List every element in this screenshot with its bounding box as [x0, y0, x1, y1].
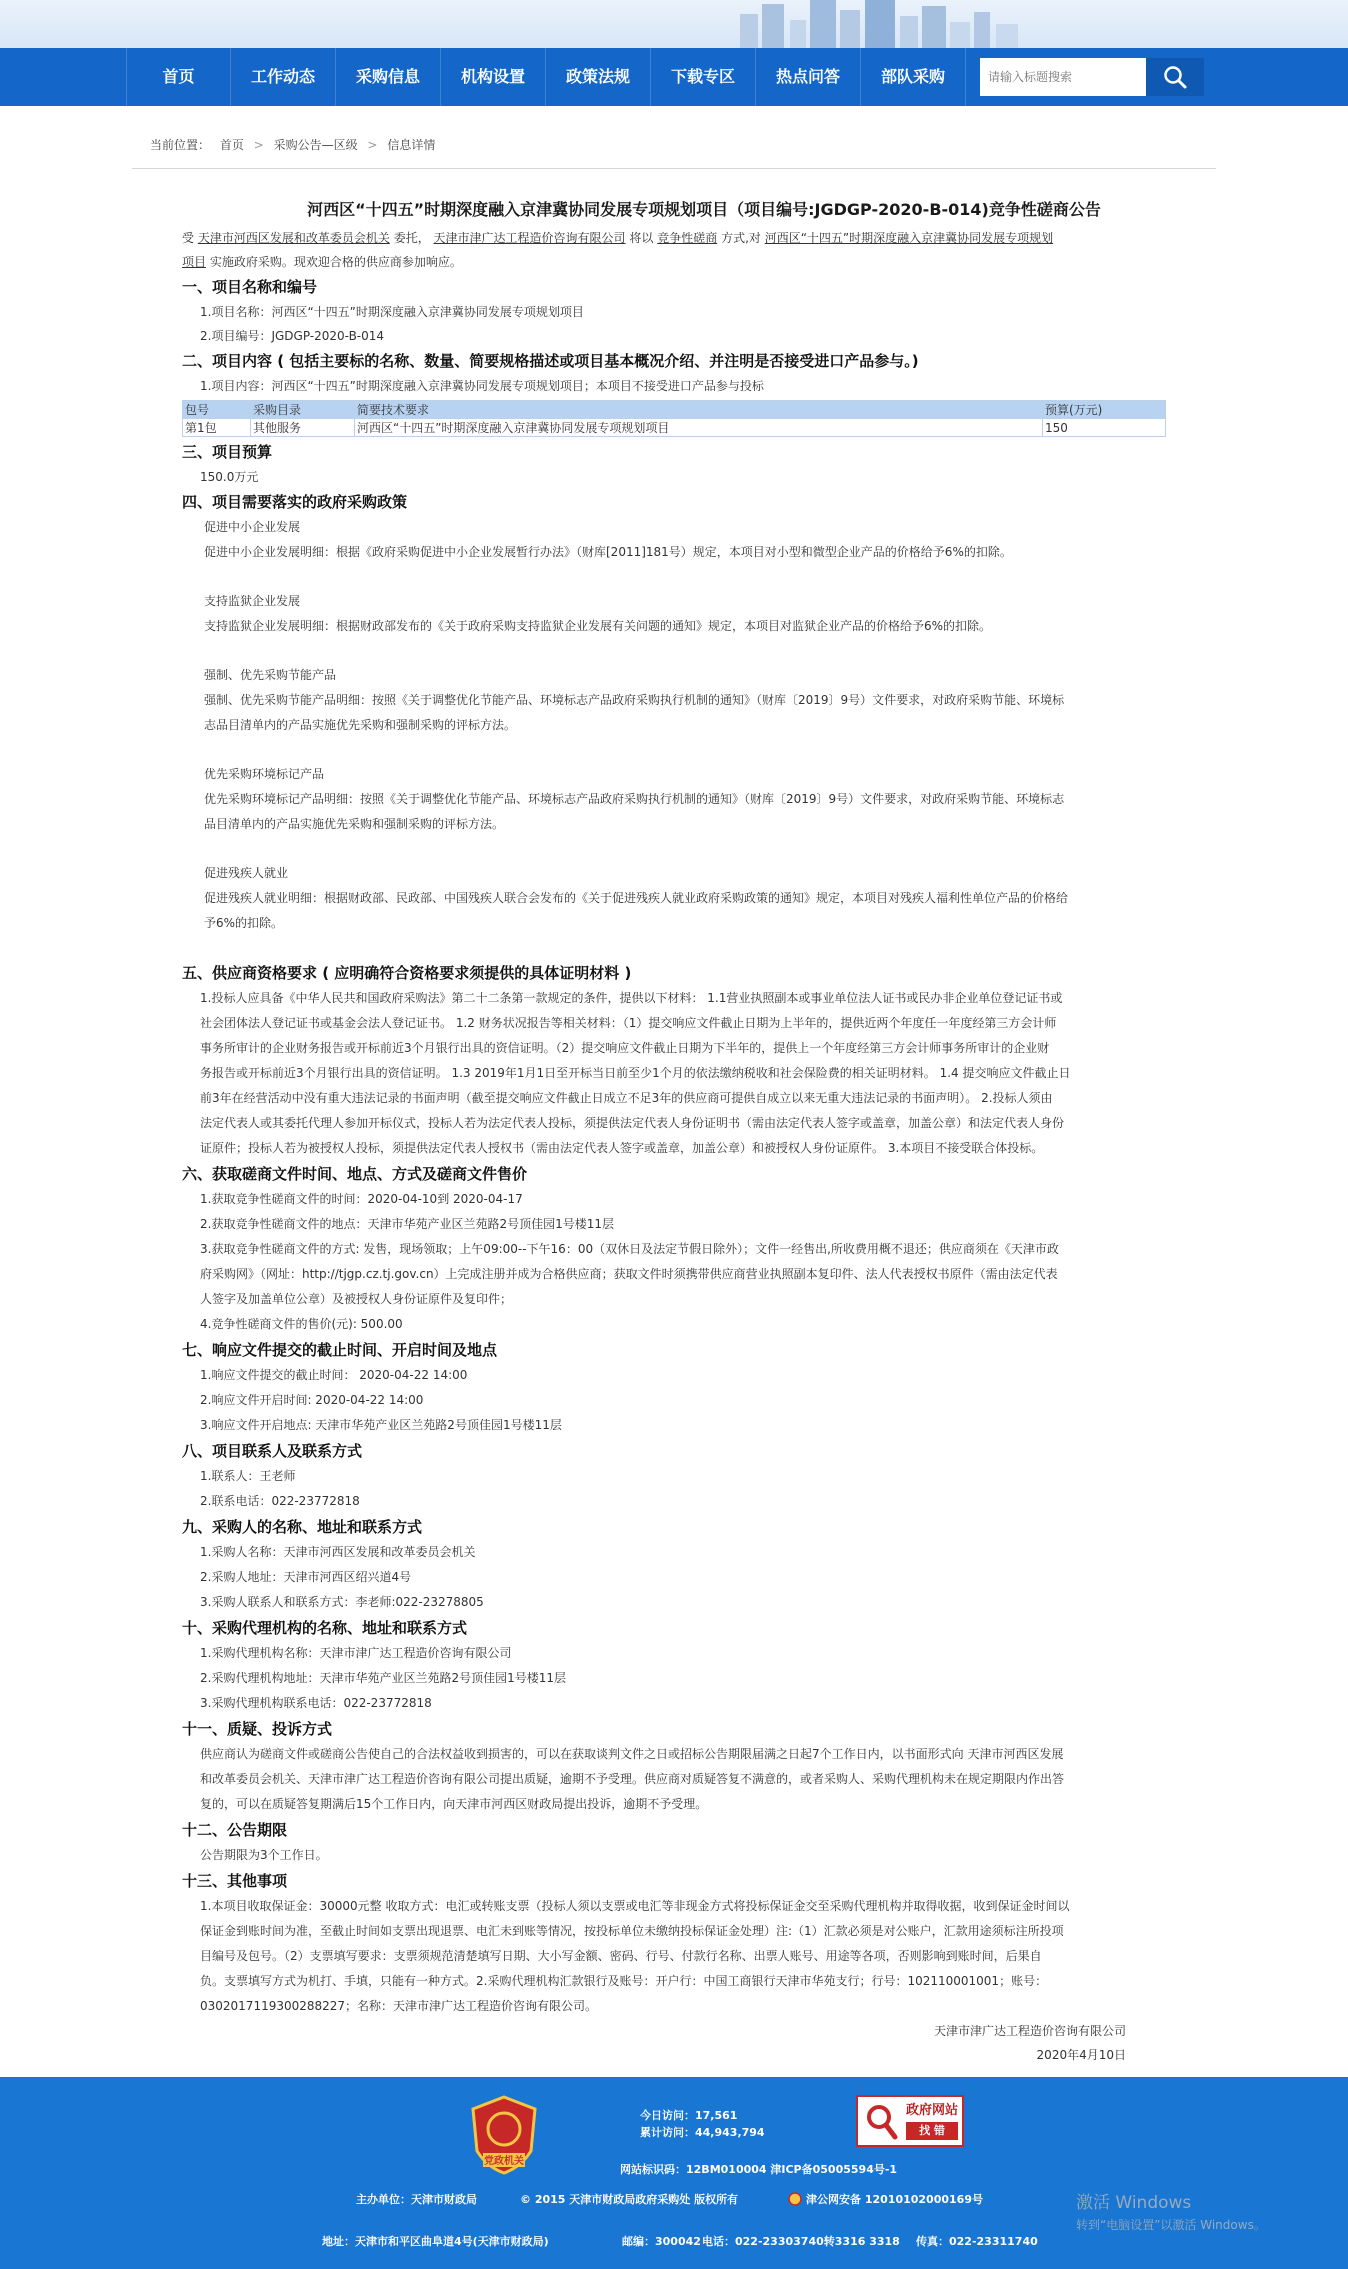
nav-item-procurement-info[interactable]: 采购信息: [336, 48, 441, 106]
windows-activation-watermark: [1076, 2192, 1266, 2236]
table-row: [183, 419, 1166, 437]
section-line: 复的，可以在质疑答复期满后15个工作日内，向天津市河西区财政局提出投诉，逾期不予受理。: [200, 1797, 708, 1811]
section-line: 4.竞争性磋商文件的售价(元): 500.00: [200, 1317, 403, 1331]
section-heading: 八、项目联系人及联系方式: [182, 1442, 363, 1460]
section-line: 2.采购人地址：天津市河西区绍兴道4号: [200, 1570, 412, 1584]
visits-total: 累计访问：44,943,794: [640, 2126, 765, 2139]
visits-today: 今日访问：17,561: [640, 2109, 738, 2122]
agency-name: 天津市津广达工程造价咨询有限公司: [433, 231, 626, 245]
table-header-cell: 预算(万元): [1043, 401, 1166, 419]
footer-address: 地址：天津市和平区曲阜道4号(天津市财政局): [322, 2235, 549, 2248]
section-heading: 三、项目预算: [182, 443, 273, 461]
section-heading: 一、项目名称和编号: [182, 278, 318, 296]
nav-menu: [126, 48, 966, 106]
section-heading: 二、项目内容 ( 包括主要标的名称、数量、简要规格描述或项目基本概况介绍、并注明是否接受进口产品参与。): [182, 352, 919, 370]
section-line: 府采购网》（网址：http://tjgp.cz.tj.gov.cn）上完成注册并成为合格供应商；获取文件时须携带供应商营业执照副本复印件、法人代表授权书原件（需由法定代表: [200, 1267, 1058, 1281]
police-emblem-icon: [788, 2192, 802, 2206]
section-line: 人签字及加盖单位公章）及被授权人身份证原件及复印件；: [200, 1292, 513, 1306]
policy-detail: 志品目清单内的产品实施优先采购和强制采购的评标方法。: [204, 718, 517, 732]
section-line: 前3年在经营活动中没有重大违法记录的书面声明（截至提交响应文件截止日成立不足3年的供应商可提供自成立以来无重大违法记录的书面声明）。 2.投标人须由: [200, 1091, 1053, 1105]
intro-text: 实施政府采购。现欢迎合格的供应商参加响应。: [209, 255, 462, 269]
visit-counter: [640, 2107, 765, 2141]
section-line: 和改革委员会机关、天津市津广达工程造价咨询有限公司提出质疑，逾期不予受理。供应商对质疑答复不满意的，或者采购人、采购代理机构未在规定期限内作出答: [200, 1772, 1065, 1786]
section-line: 负。支票填写方式为机打、手填，只能有一种方式。2.采购代理机构汇款银行及账号：开户行：中国工商银行天津市华苑支行；行号：102110001001；账号：: [200, 1974, 1048, 1988]
footer-tel: 电话：022-23303740转3316 3318: [702, 2235, 900, 2248]
section-heading: 十、采购代理机构的名称、地址和联系方式: [182, 1619, 468, 1637]
section-heading: 十三、其他事项: [182, 1872, 288, 1890]
section-heading: 四、项目需要落实的政府采购政策: [182, 493, 408, 511]
intro-text: 委托，: [393, 231, 430, 245]
section-line: 社会团体法人登记证书或基金会法人登记证书。 1.2 财务状况报告等相关材料：（1）提交响应文件截止日期为上半年的，提供近两个年度任一年度经第三方会计师: [200, 1016, 1057, 1030]
section-line: 1.本项目收取保证金：30000元整 收取方式：电汇或转账支票（投标人须以支票或电汇等非现金方式将投标保证金交至采购代理机构并取得收据，收到保证金时间以: [200, 1899, 1070, 1913]
nav-item-policies[interactable]: 政策法规: [546, 48, 651, 106]
section-line: 1.采购代理机构名称：天津市津广达工程造价咨询有限公司: [200, 1646, 512, 1660]
policy-detail: 品目清单内的产品实施优先采购和强制采购的评标方法。: [204, 817, 505, 831]
police-record-text: 津公网安备 12010102000169号: [806, 2193, 983, 2206]
section-line: 2.联系电话：022-23772818: [200, 1494, 360, 1508]
section-line: 1.投标人应具备《中华人民共和国政府采购法》第二十二条第一款规定的条件，提供以下材料： 1.1营业执照副本或事业单位法人证书或民办非企业单位登记证书或: [200, 991, 1063, 1005]
gov-badge-find: 找 错: [906, 2122, 958, 2140]
search-icon: [1162, 64, 1188, 90]
nav-item-downloads[interactable]: 下载专区: [651, 48, 756, 106]
search-input[interactable]: [980, 58, 1146, 96]
section-heading: 十二、公告期限: [182, 1821, 288, 1839]
policy-title: 促进残疾人就业: [204, 866, 289, 880]
section-heading: 十一、质疑、投诉方式: [182, 1720, 333, 1738]
purchaser-name: 天津市河西区发展和改革委员会机关: [197, 231, 390, 245]
signature-date: 2020年4月10日: [1036, 2048, 1126, 2062]
section-heading: 九、采购人的名称、地址和联系方式: [182, 1518, 423, 1536]
breadcrumb-home[interactable]: 首页: [219, 138, 244, 152]
badge-label: 党政机关: [484, 2156, 524, 2167]
breadcrumb-procurement-notice[interactable]: 采购公告—区级: [273, 138, 358, 152]
section-line: 2.采购代理机构地址：天津市华苑产业区兰苑路2号顶佳园1号楼11层: [200, 1671, 566, 1685]
policy-detail: 促进残疾人就业明细：根据财政部、民政部、中国残疾人联合会发布的《关于促进残疾人就业政府采购政策的通知》规定，本项目对残疾人福利性单位产品的价格给: [204, 891, 1069, 905]
footer: [0, 2077, 1348, 2269]
section-line: 务报告或开标前近3个月银行出具的资信证明。 1.3 2019年1月1日至开标当日前至少1个月的依法缴纳税收和社会保险费的相关证明材料。 1.4 提交响应文件截止日: [200, 1066, 1071, 1080]
section-line: 1.联系人：王老师: [200, 1469, 296, 1483]
divider: [132, 168, 1216, 169]
section-heading: 七、响应文件提交的截止时间、开启时间及地点: [182, 1341, 498, 1359]
watermark-subtitle: 转到“电脑设置”以激活 Windows。: [1076, 2218, 1266, 2232]
copyright: © 2015 天津市财政局政府采购处 版权所有: [520, 2193, 739, 2206]
policy-detail: 优先采购环境标记产品明细：按照《关于调整优化节能产品、环境标志产品政府采购执行机制的通知》（财库〔2019〕9号）文件要求，对政府采购节能、环境标志: [204, 792, 1065, 806]
nav-item-faq[interactable]: 热点问答: [756, 48, 861, 106]
section-line: 1.项目内容：河西区“十四五”时期深度融入京津冀协同发展专项规划项目；本项目不接受进口产品参与投标: [200, 379, 764, 393]
section-heading: 五、供应商资格要求 ( 应明确符合资格要求须提供的具体证明材料 ): [182, 964, 632, 982]
policy-detail: 强制、优先采购节能产品明细：按照《关于调整优化节能产品、环境标志产品政府采购执行机制的通知》（财库〔2019〕9号）文件要求，对政府采购节能、环境标: [204, 693, 1065, 707]
section-line: 2.获取竞争性磋商文件的地点：天津市华苑产业区兰苑路2号顶佳园1号楼11层: [200, 1217, 614, 1231]
nav-item-work-news[interactable]: 工作动态: [231, 48, 336, 106]
table-header-cell: 包号: [183, 401, 251, 419]
search-button[interactable]: [1146, 58, 1204, 96]
section-line: 1.获取竞争性磋商文件的时间：2020-04-10到 2020-04-17: [200, 1192, 523, 1206]
signature-org: 天津市津广达工程造价咨询有限公司: [933, 2024, 1126, 2038]
section-line: 1.响应文件提交的截止时间： 2020-04-22 14:00: [200, 1368, 468, 1382]
breadcrumb-separator: >: [367, 138, 378, 152]
section-line: 供应商认为磋商文件或磋商公告使自己的合法权益收到损害的，可以在获取谈判文件之日或招标公告期限届满之日起7个工作日内，以书面形式向 天津市河西区发展: [200, 1747, 1064, 1761]
section-line: 3.响应文件开启地点: 天津市华苑产业区兰苑路2号顶佳园1号楼11层: [200, 1418, 562, 1432]
table-header-cell: 采购目录: [251, 401, 355, 419]
watermark-title: 激活 Windows: [1076, 2193, 1192, 2213]
magnifier-icon: [864, 2101, 898, 2141]
section-line: 3.采购代理机构联系电话：022-23772818: [200, 1696, 432, 1710]
city-skyline-image: [700, 0, 1200, 48]
spacer: [182, 837, 1166, 861]
policy-detail: 支持监狱企业发展明细：根据财政部发布的《关于政府采购支持监狱企业发展有关问题的通知》规定，本项目对监狱企业产品的价格给予6%的扣除。: [204, 619, 992, 633]
policy-title: 强制、优先采购节能产品: [204, 668, 337, 682]
site-code: 网站标识码：12BM010004 津ICP备05005594号-1: [620, 2163, 898, 2176]
section-line: 2.响应文件开启时间: 2020-04-22 14:00: [200, 1393, 424, 1407]
breadcrumb-label: 当前位置：: [150, 138, 211, 152]
section-heading: 六、获取磋商文件时间、地点、方式及磋商文件售价: [182, 1165, 528, 1183]
policy-title: 优先采购环境标记产品: [204, 767, 325, 781]
section-line: 公告期限为3个工作日。: [200, 1848, 328, 1862]
policy-detail: 予6%的扣除。: [204, 916, 284, 930]
breadcrumb-separator: >: [253, 138, 264, 152]
table-cell: 150: [1043, 419, 1166, 437]
party-government-badge-icon[interactable]: [469, 2095, 539, 2175]
nav-item-organization[interactable]: 机构设置: [441, 48, 546, 106]
project-name: 项目: [182, 255, 207, 269]
table-cell: 其他服务: [251, 419, 355, 437]
section-line: 证原件；投标人若为被授权人投标，须提供法定代表人授权书（需由法定代表人签字或盖章，加盖公章）和被授权人身份证原件。 3.本项目不接受联合体投标。: [200, 1141, 1044, 1155]
spacer: [182, 936, 1166, 960]
table-header-row: [183, 401, 1166, 419]
spacer: [182, 565, 1166, 589]
section-line: 1.项目名称：河西区“十四五”时期深度融入京津冀协同发展专项规划项目: [200, 305, 584, 319]
policy-title: 支持监狱企业发展: [204, 594, 301, 608]
spacer: [182, 639, 1166, 663]
section-line: 目编号及包号。（2）支票填写要求：支票须规范清楚填写日期、大小写金额、密码、行号、付款行名称、出票人账号、用途等各项，否则影响到账时间，后果自: [200, 1949, 1042, 1963]
policy-detail: 促进中小企业发展明细：根据《政府采购促进中小企业发展暂行办法》（财库[2011]181号）规定，本项目对小型和微型企业产品的价格给予6%的扣除。: [204, 545, 1012, 559]
policy-title: 促进中小企业发展: [204, 520, 301, 534]
intro-text: 受: [182, 231, 195, 245]
gov-badge-title: 政府网站: [906, 2103, 959, 2118]
footer-fax: 传真：022-23311740: [916, 2235, 1038, 2248]
procurement-method: 竞争性磋商: [657, 231, 718, 245]
section-line: 保证金到账时间为准，至截止时间如支票出现退票、电汇未到账等情况，按投标单位未缴纳投标保证金处理）注:（1）汇款必须是对公账户，汇款用途须标注所投项: [200, 1924, 1064, 1938]
breadcrumb: [150, 136, 441, 153]
section-line: 0302017119300288227；名称：天津市津广达工程造价咨询有限公司。: [200, 1999, 598, 2013]
page-title: 河西区“十四五”时期深度融入京津冀协同发展专项规划项目（项目编号:JGDGP-2020-B-014)竞争性磋商公告: [307, 200, 1101, 219]
main-navbar: [0, 48, 1348, 106]
host-unit: 主办单位：天津市财政局: [356, 2193, 477, 2206]
section-line: 3.采购人联系人和联系方式：李老师:022-23278805: [200, 1595, 484, 1609]
table-header-cell: 简要技术要求: [355, 401, 1043, 419]
package-table: [182, 400, 1166, 437]
section-line: 2.项目编号：JGDGP-2020-B-014: [200, 329, 385, 343]
section-line: 150.0万元: [200, 470, 259, 484]
section-line: 法定代表人或其委托代理人参加开标仪式，投标人若为法定代表人投标，须提供法定代表人身份证明书（需由法定代表人签字或盖章，加盖公章）和法定代表人身份: [200, 1116, 1065, 1130]
nav-item-military-procurement[interactable]: 部队采购: [861, 48, 966, 106]
intro-paragraph: [182, 226, 1166, 274]
gov-badge-text: [906, 2102, 958, 2140]
gov-website-error-report-button[interactable]: [856, 2095, 964, 2147]
intro-text: 方式,对: [721, 231, 761, 245]
police-record[interactable]: [788, 2191, 983, 2207]
spacer: [182, 738, 1166, 762]
breadcrumb-current: 信息详情: [387, 138, 436, 152]
intro-text: 将以: [629, 231, 654, 245]
table-cell: 第1包: [183, 419, 251, 437]
notice-content: [182, 198, 1166, 2067]
table-cell: 河西区“十四五”时期深度融入京津冀协同发展专项规划项目: [355, 419, 1043, 437]
header-banner: [0, 0, 1348, 48]
footer-zip: 邮编：300042: [622, 2235, 701, 2248]
project-name: 河西区“十四五”时期深度融入京津冀协同发展专项规划: [764, 231, 1054, 245]
nav-item-home[interactable]: 首页: [126, 48, 231, 106]
section-line: 1.采购人名称：天津市河西区发展和改革委员会机关: [200, 1545, 476, 1559]
section-line: 事务所审计的企业财务报告或开标前近3个月银行出具的资信证明。（2）提交响应文件截止日期为下半年的，提供上一个年度经第三方会计师事务所审计的企业财: [200, 1041, 1050, 1055]
section-line: 3.获取竞争性磋商文件的方式: 发售，现场领取；上午09:00--下午16：00（双休日及法定节假日除外）；文件一经售出,所收费用概不退还；供应商须在《天津市政: [200, 1242, 1059, 1256]
